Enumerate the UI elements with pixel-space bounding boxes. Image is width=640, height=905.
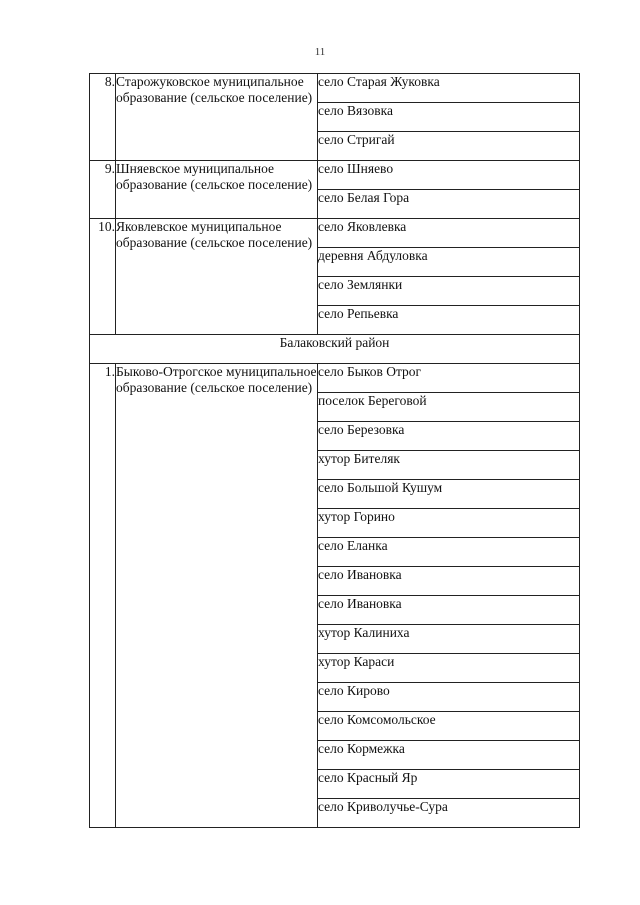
settlement-name: село Вязовка xyxy=(318,103,580,132)
table-row xyxy=(90,364,580,393)
settlement-name: деревня Абдуловка xyxy=(318,248,580,277)
settlement-name: село Яковлевка xyxy=(318,219,580,248)
district-header: Балаковский район xyxy=(90,335,580,364)
settlement-name: хутор Караси xyxy=(318,654,580,683)
settlement-name: хутор Горино xyxy=(318,509,580,538)
table-row xyxy=(90,219,580,248)
settlement-name: село Березовка xyxy=(318,422,580,451)
district-row xyxy=(90,335,580,364)
table-section-top xyxy=(90,74,580,335)
table-row xyxy=(90,161,580,190)
district-section xyxy=(90,335,580,364)
settlement-name: село Большой Кушум xyxy=(318,480,580,509)
municipality-name: Старожуковское муниципальное образование (сельское поселение) xyxy=(116,74,318,161)
table-row xyxy=(90,74,580,103)
settlement-name: село Землянки xyxy=(318,277,580,306)
settlement-name: село Стригай xyxy=(318,132,580,161)
table-section-bottom xyxy=(90,364,580,828)
settlement-name: село Старая Жуковка xyxy=(318,74,580,103)
settlement-name: село Криволучье-Сура xyxy=(318,799,580,828)
row-number: 8. xyxy=(90,74,116,161)
municipality-name: Яковлевское муниципальное образование (сельское поселение) xyxy=(116,219,318,335)
settlement-name: село Шняево xyxy=(318,161,580,190)
settlement-name: село Кормежка xyxy=(318,741,580,770)
settlement-name: хутор Калиниха xyxy=(318,625,580,654)
settlements-table xyxy=(89,73,580,828)
settlement-name: село Кирово xyxy=(318,683,580,712)
settlement-name: село Белая Гора xyxy=(318,190,580,219)
row-number: 10. xyxy=(90,219,116,335)
settlement-name: село Ивановка xyxy=(318,596,580,625)
page-number: 11 xyxy=(314,46,326,58)
municipality-name: Быково-Отрогское муниципальное образование (сельское поселение) xyxy=(116,364,318,828)
settlement-name: поселок Береговой xyxy=(318,393,580,422)
municipality-name: Шняевское муниципальное образование (сельское поселение) xyxy=(116,161,318,219)
row-number: 9. xyxy=(90,161,116,219)
settlement-name: село Красный Яр xyxy=(318,770,580,799)
settlement-name: хутор Бителяк xyxy=(318,451,580,480)
settlement-name: село Репьевка xyxy=(318,306,580,335)
settlement-name: село Ивановка xyxy=(318,567,580,596)
row-number: 1. xyxy=(90,364,116,828)
settlement-name: село Еланка xyxy=(318,538,580,567)
settlement-name: село Быков Отрог xyxy=(318,364,580,393)
settlement-name: село Комсомольское xyxy=(318,712,580,741)
